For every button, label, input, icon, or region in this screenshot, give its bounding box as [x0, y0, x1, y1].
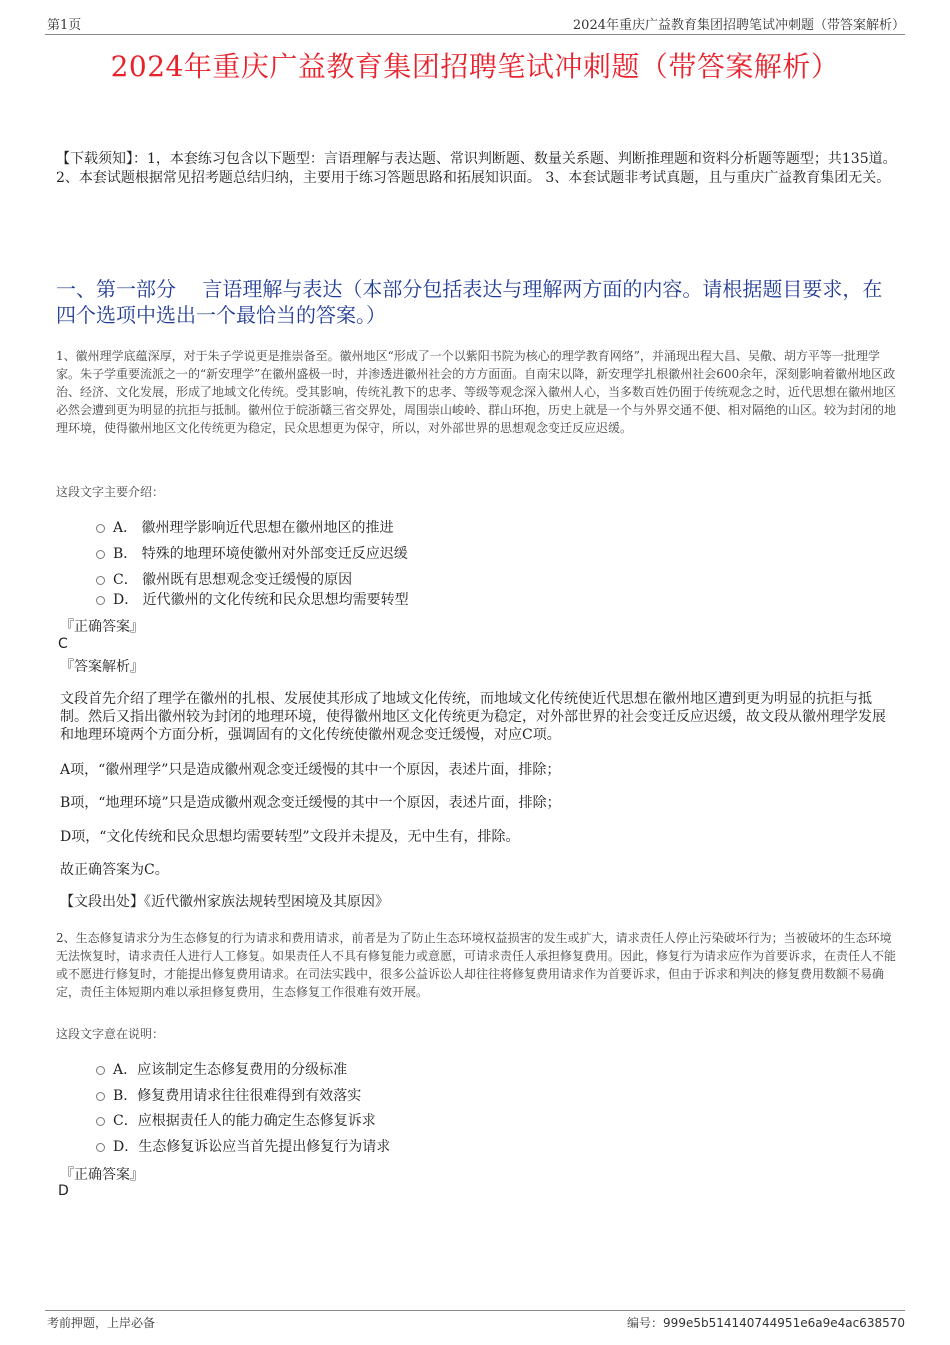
question-1-analysis-a: A项，“徽州理学”只是造成徽州观念变迁缓慢的其中一个原因，表述片面，排除； — [60, 762, 561, 778]
footer-code-value: 999e5b514140744951e6a9e4ac638570 — [663, 1316, 905, 1330]
option-label: D． 近代徽州的文化传统和民众思想均需要转型 — [113, 592, 409, 608]
footer-slogan: 考前押题，上岸必备 — [47, 1316, 156, 1330]
question-1-option-b[interactable] — [96, 543, 408, 563]
radio-icon[interactable] — [96, 1066, 105, 1075]
option-label: C．应根据责任人的能力确定生态修复诉求 — [113, 1113, 376, 1129]
question-1-answer-label: 『正确答案』 — [60, 619, 144, 635]
question-1-analysis-b: B项，“地理环境”只是造成徽州观念变迁缓慢的其中一个原因，表述片面，排除； — [60, 795, 561, 811]
option-label: B．修复费用请求往往很难得到有效落实 — [113, 1088, 362, 1104]
question-2-stem: 2、生态修复请求分为生态修复的行为请求和费用请求，前者是为了防止生态环境权益损害的发生或扩大，请求责任人停止污染破坏行为；当被破坏的生态环境无法恢复时，请求责任人进行人工修复。如果责任人不具有修复能力或意愿，可请求责任人承担修复费用。因此，修复行为请求应作为首要诉求，在责任人不能或不愿进行修复时，才能提出修复费用请求。在司法实践中，很多公益诉讼人却往往将修复费用请求作为首要诉求，但由于诉求和判决的修复费用数额不易确定，责任主体短期内难以承担修复费用，生态修复工作很难有效开展。 — [56, 931, 897, 999]
radio-icon[interactable] — [96, 1143, 105, 1152]
option-label: C． 徽州既有思想观念变迁缓慢的原因 — [113, 572, 353, 588]
question-2-option-d[interactable] — [96, 1136, 390, 1156]
question-1-analysis-label: 『答案解析』 — [60, 659, 144, 675]
header-doc-title: 2024年重庆广益教育集团招聘笔试冲刺题（带答案解析） — [572, 18, 905, 33]
radio-icon[interactable] — [96, 550, 105, 559]
section-heading: 一、第一部分 言语理解与表达（本部分包括表达与理解两方面的内容。请根据题目要求，在四个选项中选出一个最恰当的答案。） — [56, 277, 883, 327]
option-label: A． 徽州理学影响近代思想在徽州地区的推进 — [113, 520, 394, 536]
page-title: 2024年重庆广益教育集团招聘笔试冲刺题（带答案解析） — [110, 50, 840, 83]
footer-code — [627, 1314, 905, 1331]
question-1-stem: 1、徽州理学底蕴深厚，对于朱子学说更是推崇备至。徽州地区“形成了一个以紫阳书院为核心的理学教育网络”，并涌现出程大昌、吴儆、胡方平等一批理学家。朱子学重要流派之一的“新安理学”在徽州盛极一时，并渗透进徽州社会的方方面面。自南宋以降，新安理学扎根徽州社会600余年，深刻影响着徽州地区政治、经济、文化发展，形成了地域文化传统。受其影响，传统礼教下的忠孝、等级等观念深入徽州人心，当多数百姓仍囿于传统观念之时，近代思想在徽州地区必然会遭到更为明显的抗拒与抵制。徽州位于皖浙赣三省交界处，周围崇山峻岭、群山环抱，历史上就是一个与外界交通不便、相对隔绝的山区。较为封闭的地理环境，使得徽州地区文化传统更为稳定，民众思想更为保守，所以，对外部世界的思想观念变迁反应迟缓。 — [56, 349, 897, 435]
question-2-option-a[interactable] — [96, 1059, 347, 1079]
header-divider — [45, 34, 905, 35]
question-1-answer: C — [58, 636, 68, 652]
option-label: D．生态修复诉讼应当首先提出修复行为请求 — [113, 1139, 391, 1155]
question-2-option-b[interactable] — [96, 1085, 361, 1105]
question-1-analysis-d: D项，“文化传统和民众思想均需要转型”文段并未提及，无中生有，排除。 — [60, 829, 520, 845]
question-1-option-d[interactable] — [96, 589, 409, 609]
header-page-number: 第1页 — [47, 18, 82, 33]
question-1-option-a[interactable] — [96, 517, 394, 537]
download-notice: 【下载须知】：1，本套练习包含以下题型：言语理解与表达题、常识判断题、数量关系题、判断推理题和资料分析题等题型；共135道。 2、本套试题根据常见招考题总结归纳，主要用于练习答题思路和拓展知识面。 3、本套试题非考试真题，且与重庆广益教育集团无关。 — [56, 151, 897, 186]
footer-divider — [45, 1310, 905, 1311]
option-label: B． 特殊的地理环境使徽州对外部变迁反应迟缓 — [113, 546, 408, 562]
question-2-answer: D — [58, 1183, 69, 1199]
question-2-answer-label: 『正确答案』 — [60, 1167, 144, 1183]
footer-code-label: 编号： — [627, 1316, 664, 1330]
question-1-prompt: 这段文字主要介绍： — [56, 485, 165, 499]
radio-icon[interactable] — [96, 596, 105, 605]
radio-icon[interactable] — [96, 1092, 105, 1101]
question-2-prompt: 这段文字意在说明： — [56, 1027, 165, 1041]
radio-icon[interactable] — [96, 1117, 105, 1126]
question-1-option-c[interactable] — [96, 569, 352, 589]
question-1-source: 【文段出处】《近代徽州家族法规转型困境及其原因》 — [60, 894, 389, 910]
radio-icon[interactable] — [96, 576, 105, 585]
question-1-analysis-summary: 文段首先介绍了理学在徽州的扎根、发展使其形成了地域文化传统，而地域文化传统使近代思想在徽州地区遭到更为明显的抗拒与抵制。然后又指出徽州较为封闭的地理环境，使得徽州地区文化传统更为稳定，对外部世界的社会变迁反应迟缓，故文段从徽州理学发展和地理环境两个方面分析，强调固有的文化传统使徽州观念变迁缓慢，对应C项。 — [60, 691, 886, 743]
radio-icon[interactable] — [96, 524, 105, 533]
option-label: A．应该制定生态修复费用的分级标准 — [113, 1062, 348, 1078]
question-2-option-c[interactable] — [96, 1110, 376, 1130]
question-1-analysis-conclusion: 故正确答案为C。 — [60, 862, 169, 878]
